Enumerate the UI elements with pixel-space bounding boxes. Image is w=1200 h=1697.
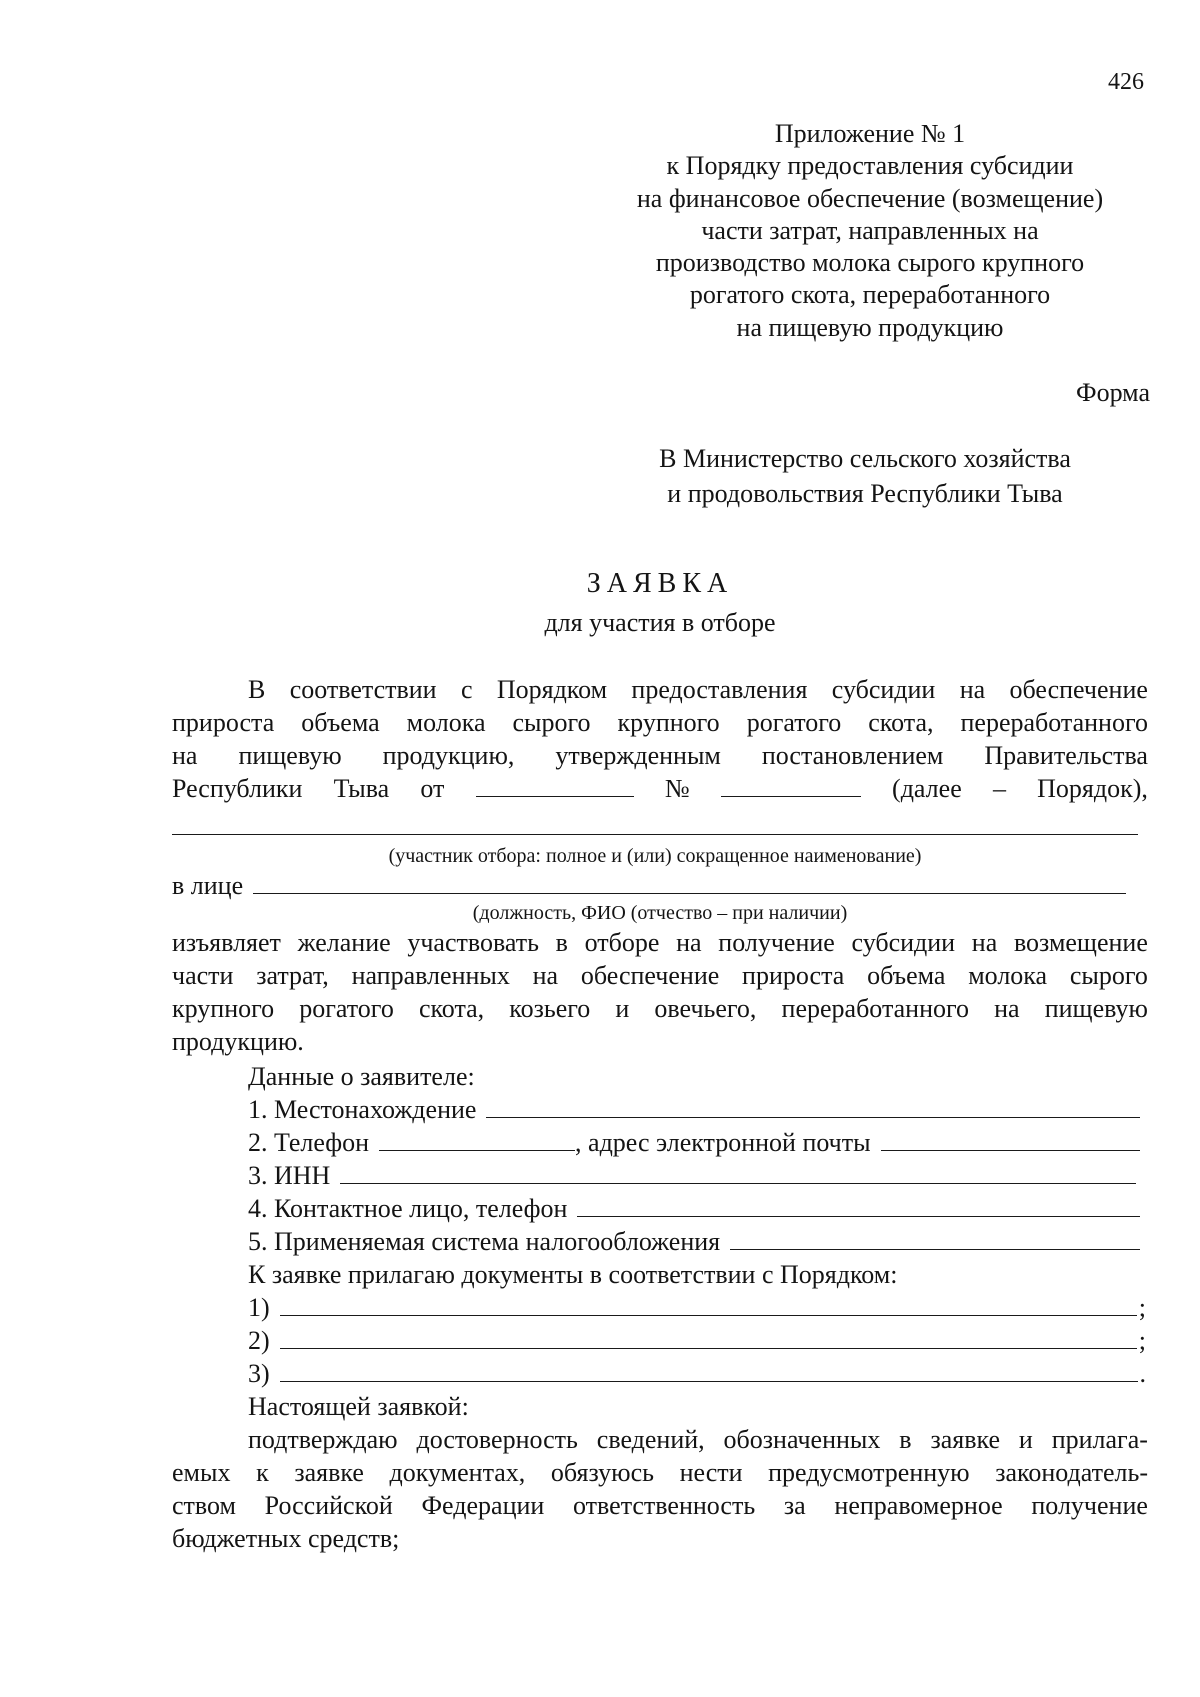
- word: к: [256, 1458, 269, 1487]
- intro-word: Республики: [172, 774, 303, 803]
- word: прилага-: [1051, 1425, 1148, 1454]
- intro-line-4: [172, 773, 1148, 805]
- location-field[interactable]: [486, 1095, 1140, 1118]
- word: законодатель-: [995, 1458, 1148, 1487]
- represented-by-row: [172, 870, 1126, 902]
- word: в: [899, 1425, 912, 1454]
- participant-caption: (участник отбора: полное и (или) сокращенное наименование): [388, 845, 922, 867]
- word: участвовать: [407, 928, 539, 957]
- attachment-item-2: [248, 1325, 1146, 1357]
- declaration-line-2: [172, 960, 1148, 992]
- word: соответствии: [289, 675, 437, 704]
- contact-field[interactable]: [577, 1194, 1140, 1217]
- word: заявке: [930, 1425, 1001, 1454]
- word: на: [971, 928, 998, 957]
- attachment-number: 1): [248, 1293, 270, 1322]
- participant-name-field[interactable]: [172, 834, 1138, 835]
- declaration-line-3: [172, 993, 1148, 1025]
- representative-field[interactable]: [253, 871, 1126, 894]
- word: достоверность: [416, 1425, 578, 1454]
- word: заявке: [294, 1458, 364, 1487]
- position-caption: (должность, ФИО (отчество – при наличии): [472, 902, 848, 924]
- email-label: , адрес электронной почты: [575, 1128, 871, 1157]
- word: субсидии: [851, 928, 956, 957]
- word: Федерации: [421, 1491, 545, 1520]
- word: молока: [968, 961, 1048, 990]
- word: возмещение: [1013, 928, 1148, 957]
- confirm-line-2: [172, 1457, 1148, 1489]
- word: за: [783, 1491, 806, 1520]
- word: предусмотренную: [768, 1458, 970, 1487]
- word: объема: [867, 961, 946, 990]
- word: постановлением: [761, 741, 944, 770]
- document-subtitle: для участия в отборе: [544, 608, 776, 637]
- word: рогатого: [299, 994, 394, 1023]
- phone-field[interactable]: [379, 1128, 575, 1151]
- word: в: [555, 928, 568, 957]
- form-label: Форма: [1076, 378, 1150, 407]
- declaration-line-4: продукцию.: [172, 1027, 304, 1056]
- confirm-heading: Настоящей заявкой:: [248, 1392, 469, 1421]
- intro-word: (далее: [892, 774, 962, 803]
- word: нести: [679, 1458, 743, 1487]
- attachment-field[interactable]: [280, 1326, 1137, 1349]
- word: сырого: [1069, 961, 1148, 990]
- number-sign: №: [664, 774, 690, 803]
- appendix-header: [600, 118, 1140, 344]
- word: обязуюсь: [550, 1458, 654, 1487]
- word: козьего: [509, 994, 591, 1023]
- appendix-line: на финансовое обеспечение (возмещение): [636, 183, 1104, 213]
- contact-row: [248, 1193, 1140, 1225]
- word: затрат,: [256, 961, 329, 990]
- word: пищевую: [238, 741, 342, 770]
- confirm-line-4: бюджетных средств;: [172, 1524, 400, 1553]
- intro-line-1: [248, 674, 1148, 706]
- word: отборе: [584, 928, 660, 957]
- attachment-number: 3): [248, 1359, 270, 1388]
- confirm-line-1: [248, 1424, 1148, 1456]
- word: Российской: [264, 1491, 393, 1520]
- word: подтверждаю: [248, 1425, 398, 1454]
- word: части: [172, 961, 234, 990]
- word: ответственность: [573, 1491, 756, 1520]
- attachment-item-1: [248, 1292, 1146, 1324]
- word: переработанного: [960, 708, 1148, 737]
- intro-word: Порядок),: [1037, 774, 1148, 803]
- word: ством: [172, 1491, 236, 1520]
- tax-system-field[interactable]: [730, 1227, 1140, 1250]
- addressee: [620, 441, 1110, 511]
- word: обеспечение: [580, 961, 720, 990]
- word: переработанного: [781, 994, 970, 1023]
- word: на: [172, 741, 198, 770]
- phone-row: [248, 1127, 1140, 1159]
- date-blank[interactable]: [476, 774, 634, 797]
- attachment-end: ;: [1138, 1293, 1146, 1322]
- word: сведений,: [596, 1425, 705, 1454]
- attachment-field[interactable]: [280, 1293, 1137, 1316]
- word: сырого: [512, 708, 591, 737]
- applicant-heading: Данные о заявителе:: [248, 1062, 475, 1091]
- page-number: 426: [1108, 69, 1144, 95]
- word: с: [460, 675, 473, 704]
- word: Порядком: [496, 675, 608, 704]
- word: емых: [172, 1458, 231, 1487]
- intro-word: –: [992, 774, 1006, 803]
- declaration-line-1: [172, 927, 1148, 959]
- tax-system-row: [248, 1226, 1140, 1258]
- attachment-item-3: [248, 1358, 1146, 1390]
- word: утвержденным: [555, 741, 721, 770]
- intro-word: от: [420, 774, 445, 803]
- email-field[interactable]: [881, 1128, 1140, 1151]
- appendix-line: Приложение № 1: [774, 119, 966, 148]
- document-title: ЗАЯВКА: [586, 568, 734, 599]
- word: на: [676, 928, 702, 957]
- location-row: [248, 1094, 1140, 1126]
- word: В: [248, 675, 266, 704]
- word: объема: [301, 708, 380, 737]
- word: на: [994, 994, 1020, 1023]
- appendix-line: на пищевую продукцию: [736, 312, 1004, 342]
- word: пищевую: [1044, 994, 1148, 1023]
- appendix-line: к Порядку предоставления субсидии: [666, 151, 1074, 181]
- word: продукцию,: [382, 741, 515, 770]
- intro-line-2: [172, 707, 1148, 739]
- appendix-line: рогатого скота, переработанного: [689, 280, 1051, 310]
- phone-label: 2. Телефон: [248, 1128, 370, 1157]
- word: субсидии: [831, 675, 936, 704]
- word: и: [615, 994, 630, 1023]
- word: обозначенных: [723, 1425, 881, 1454]
- addressee-line: В Министерство сельского хозяйства: [659, 444, 1071, 473]
- appendix-line: части затрат, направленных на: [701, 215, 1039, 245]
- word: и: [1018, 1425, 1033, 1454]
- intro-line-3: [172, 740, 1148, 772]
- word: прироста: [172, 708, 275, 737]
- word: изъявляет: [172, 928, 281, 957]
- word: скота,: [418, 994, 485, 1023]
- word: на: [532, 961, 559, 990]
- attachment-end: ;: [1138, 1326, 1146, 1355]
- word: овечьего,: [654, 994, 757, 1023]
- word: крупного: [617, 708, 720, 737]
- word: документах,: [389, 1458, 526, 1487]
- appendix-line: производство молока сырого крупного: [655, 248, 1085, 278]
- confirm-line-3: [172, 1490, 1148, 1522]
- inn-row: [248, 1160, 1136, 1192]
- word: неправомерное: [834, 1491, 1003, 1520]
- word: предоставления: [631, 675, 808, 704]
- word: скота,: [868, 708, 934, 737]
- tax-system-label: 5. Применяемая система налогообложения: [248, 1227, 721, 1256]
- word: рогатого: [746, 708, 842, 737]
- word: молока: [406, 708, 486, 737]
- attachment-field[interactable]: [280, 1359, 1138, 1382]
- intro-word: Тыва: [333, 774, 390, 803]
- word: Правительства: [984, 741, 1148, 770]
- attachment-end: .: [1139, 1359, 1146, 1388]
- word: крупного: [172, 994, 275, 1023]
- inn-field[interactable]: [340, 1161, 1136, 1184]
- word: прироста: [742, 961, 845, 990]
- word: желание: [297, 928, 391, 957]
- word: получение: [718, 928, 835, 957]
- word: направленных: [351, 961, 510, 990]
- word: получение: [1031, 1491, 1148, 1520]
- attachments-heading: К заявке прилагаю документы в соответствии с Порядком:: [248, 1260, 898, 1289]
- number-blank[interactable]: [721, 774, 861, 797]
- inn-label: 3. ИНН: [248, 1161, 331, 1190]
- represented-by-label: в лице: [172, 871, 244, 900]
- word: на: [959, 675, 986, 704]
- attachment-number: 2): [248, 1326, 270, 1355]
- addressee-line: и продовольствия Республики Тыва: [667, 479, 1063, 508]
- word: обеспечение: [1009, 675, 1148, 704]
- location-label: 1. Местонахождение: [248, 1095, 477, 1124]
- contact-label: 4. Контактное лицо, телефон: [248, 1194, 568, 1223]
